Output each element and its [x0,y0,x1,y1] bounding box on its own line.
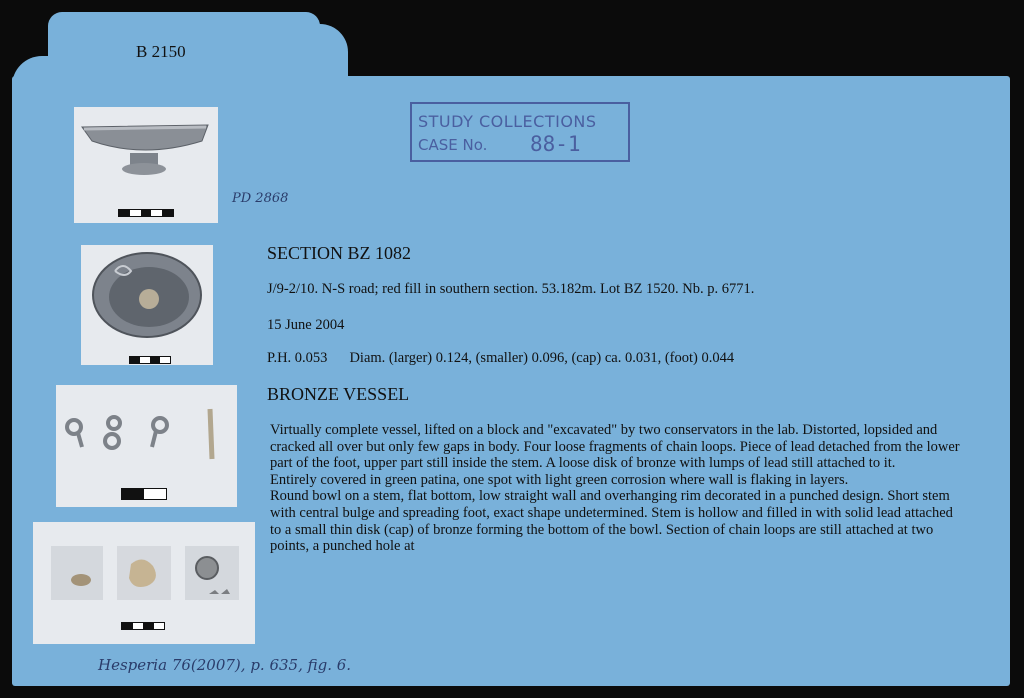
photo-vessel-profile [74,107,218,223]
diameters: Diam. (larger) 0.124, (smaller) 0.096, (cap) ca. 0.031, (foot) 0.044 [349,350,735,366]
photo-chain-loops [56,385,237,507]
object-description [270,422,960,555]
vessel-profile-image [74,107,218,223]
stamp-case-number: 88-1 [530,132,581,156]
photo-fragments [33,522,255,644]
stamp-line-1: STUDY COLLECTIONS [418,112,597,131]
findspot-location: J/9-2/10. N-S road; red fill in southern section. 53.182m. Lot BZ 1520. Nb. p. 6771. [267,281,755,297]
stamp-line-2: CASE No. [418,136,488,154]
bowl-top-image [81,245,213,365]
scale-bar [121,488,167,500]
study-collections-stamp [410,102,630,162]
description-paragraph: Entirely covered in green patina, one spot with light green corrosion where wall is flaking in layers. [270,471,849,488]
scale-bar [129,356,171,364]
dimensions [267,350,734,367]
pd-handwritten-note: PD 2868 [232,191,289,206]
description-paragraph: Virtually complete vessel, lifted on a block and "excavated" by two conservators in the lab. Distorted, lopsided and cracked all over but only few gaps in body. Four loose fragments of chain loops. Piece of lead detached from the lower part of the foot, upper part still inside the stem. A loose disk of bronze with lumps of lead still attached to it. [270,422,960,472]
description-paragraph: Round bowl on a stem, flat bottom, low straight wall and overhanging rim decorated in a punched design. Short stem with central bulge and spreading foot, exact shape undetermined. Stem is hollow and filled in with solid lead attached to a small thin disk (cap) of bronze forming the bottom of the bowl. Section of chain loops are still attached at two points, a punched hole at [270,488,953,555]
find-date: 15 June 2004 [267,317,345,333]
section-heading: SECTION BZ 1082 [267,243,411,263]
photo-bowl-top-view [81,245,213,365]
object-title: BRONZE VESSEL [267,384,410,404]
scale-bar [121,622,165,630]
scale-bar [118,209,174,217]
preserved-height: P.H. 0.053 [267,350,328,366]
publication-reference: Hesperia 76(2007), p. 635, fig. 6. [98,656,352,674]
card-number: B 2150 [136,42,186,61]
